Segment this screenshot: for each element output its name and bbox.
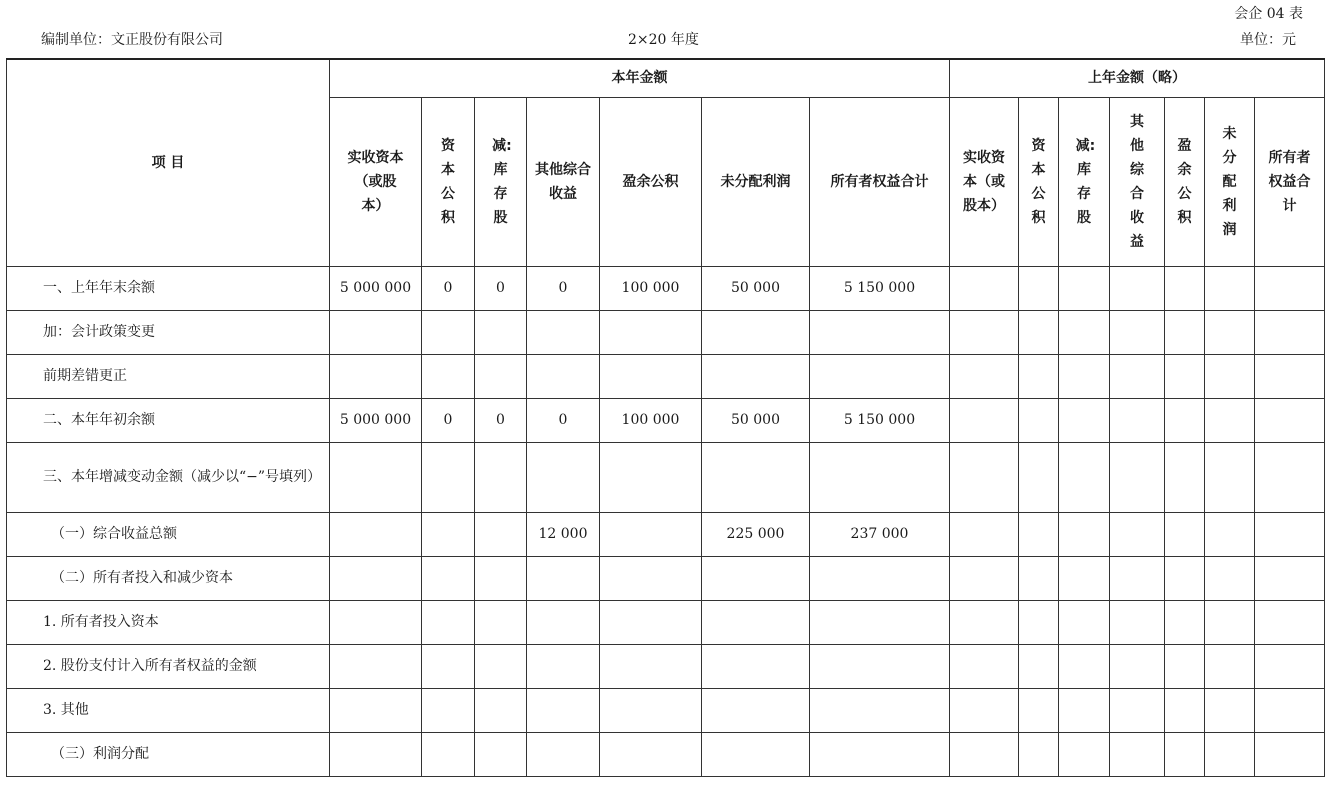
table-row (7, 732, 1325, 776)
current-value-cell (600, 556, 702, 600)
current-value-cell (475, 442, 527, 512)
current-value-cell (810, 442, 950, 512)
prior-value-cell (1059, 442, 1110, 512)
current-value-cell (475, 354, 527, 398)
current-value-cell (702, 556, 810, 600)
prior-value-cell (1019, 644, 1059, 688)
prior-value-cell (1255, 644, 1325, 688)
form-code: 会企 04 表 (1234, 6, 1303, 22)
row-label: 三、本年增减变动金额（减少以“−”号填列） (7, 442, 330, 512)
prior-value-cell (1205, 688, 1255, 732)
current-value-cell: 225 000 (702, 512, 810, 556)
statement-header (0, 0, 1329, 58)
current-value-cell: 50 000 (702, 398, 810, 442)
prior-value-cell (1019, 398, 1059, 442)
table-row (7, 512, 1325, 556)
prior-col-capital-reserve: 资本公积 (1019, 97, 1059, 266)
current-value-cell (527, 688, 600, 732)
prior-col-total-equity: 所有者权益合计 (1255, 97, 1325, 266)
current-value-cell (330, 354, 422, 398)
current-value-cell (527, 310, 600, 354)
prior-value-cell (950, 644, 1019, 688)
table-row (7, 556, 1325, 600)
current-value-cell (702, 732, 810, 776)
prior-value-cell (1059, 354, 1110, 398)
current-value-cell (810, 644, 950, 688)
current-value-cell: 5 000 000 (330, 398, 422, 442)
prior-value-cell (1059, 266, 1110, 310)
current-value-cell (475, 556, 527, 600)
currency-unit: 单位：元 (1240, 32, 1296, 48)
prior-col-paid-in-capital: 实收资本（或股本） (950, 97, 1019, 266)
prior-value-cell (1165, 556, 1205, 600)
col-treasury-stock: 减:库存股 (475, 97, 527, 266)
current-value-cell: 0 (475, 266, 527, 310)
prior-value-cell (950, 512, 1019, 556)
row-label: （一）综合收益总额 (7, 512, 330, 556)
current-value-cell (330, 512, 422, 556)
table-row (7, 310, 1325, 354)
prior-value-cell (950, 354, 1019, 398)
prior-value-cell (1255, 732, 1325, 776)
prior-value-cell (1255, 398, 1325, 442)
current-value-cell (702, 310, 810, 354)
prior-value-cell (1255, 600, 1325, 644)
current-value-cell: 50 000 (702, 266, 810, 310)
current-value-cell (810, 310, 950, 354)
current-value-cell (600, 688, 702, 732)
preparer: 编制单位：文正股份有限公司 (41, 32, 223, 48)
prior-value-cell (1110, 600, 1165, 644)
row-label: 二、本年年初余额 (7, 398, 330, 442)
current-value-cell (527, 354, 600, 398)
current-value-cell (810, 556, 950, 600)
prior-value-cell (1059, 688, 1110, 732)
current-value-cell (810, 354, 950, 398)
current-value-cell (330, 688, 422, 732)
current-value-cell (702, 600, 810, 644)
table-row (7, 688, 1325, 732)
current-value-cell (475, 644, 527, 688)
col-surplus-reserve: 盈余公积 (600, 97, 702, 266)
prior-value-cell (950, 442, 1019, 512)
current-value-cell (422, 600, 475, 644)
prior-value-cell (1019, 732, 1059, 776)
prior-value-cell (1205, 398, 1255, 442)
prior-value-cell (1059, 512, 1110, 556)
current-value-cell (702, 688, 810, 732)
prior-value-cell (1165, 600, 1205, 644)
current-value-cell (600, 442, 702, 512)
prior-value-cell (1019, 310, 1059, 354)
prior-value-cell (1110, 732, 1165, 776)
current-value-cell (475, 688, 527, 732)
row-label: 2. 股份支付计入所有者权益的金额 (7, 644, 330, 688)
table-row (7, 644, 1325, 688)
prior-value-cell (950, 310, 1019, 354)
prior-value-cell (950, 688, 1019, 732)
prior-value-cell (1255, 266, 1325, 310)
prior-value-cell (1110, 556, 1165, 600)
col-total-equity: 所有者权益合计 (810, 97, 950, 266)
prior-value-cell (1019, 600, 1059, 644)
row-label: （三）利润分配 (7, 732, 330, 776)
prior-value-cell (1110, 266, 1165, 310)
prior-value-cell (1019, 688, 1059, 732)
row-label: 前期差错更正 (7, 354, 330, 398)
table-row (7, 600, 1325, 644)
current-value-cell: 0 (527, 398, 600, 442)
prior-value-cell (1165, 310, 1205, 354)
current-value-cell: 0 (475, 398, 527, 442)
prior-col-treasury-stock: 减:库存股 (1059, 97, 1110, 266)
prior-value-cell (1165, 398, 1205, 442)
current-value-cell (422, 556, 475, 600)
current-value-cell (330, 600, 422, 644)
prior-value-cell (1205, 354, 1255, 398)
col-capital-reserve: 资本公积 (422, 97, 475, 266)
prior-value-cell (1255, 354, 1325, 398)
prior-col-surplus-reserve: 盈余公积 (1165, 97, 1205, 266)
prior-value-cell (1059, 556, 1110, 600)
current-value-cell (527, 644, 600, 688)
current-value-cell (527, 556, 600, 600)
current-value-cell (527, 732, 600, 776)
prior-value-cell (1019, 354, 1059, 398)
current-value-cell: 5 150 000 (810, 398, 950, 442)
current-year-header: 本年金额 (330, 59, 950, 97)
current-value-cell (600, 644, 702, 688)
prior-value-cell (1110, 310, 1165, 354)
prior-value-cell (950, 732, 1019, 776)
prior-value-cell (1255, 310, 1325, 354)
col-paid-in-capital: 实收资本（或股本） (330, 97, 422, 266)
table-row (7, 266, 1325, 310)
prior-value-cell (1110, 398, 1165, 442)
current-value-cell (330, 556, 422, 600)
current-value-cell: 100 000 (600, 398, 702, 442)
current-value-cell: 5 150 000 (810, 266, 950, 310)
current-value-cell (330, 644, 422, 688)
prior-value-cell (1205, 644, 1255, 688)
current-value-cell (527, 442, 600, 512)
prior-value-cell (1059, 310, 1110, 354)
current-value-cell (475, 310, 527, 354)
prior-value-cell (1165, 354, 1205, 398)
prior-value-cell (1165, 512, 1205, 556)
current-value-cell (475, 512, 527, 556)
prior-value-cell (1165, 732, 1205, 776)
prior-value-cell (1019, 512, 1059, 556)
prior-value-cell (1205, 266, 1255, 310)
prior-value-cell (1110, 442, 1165, 512)
current-value-cell (600, 600, 702, 644)
prior-value-cell (1019, 266, 1059, 310)
current-value-cell (702, 644, 810, 688)
prior-value-cell (1059, 644, 1110, 688)
prior-value-cell (1205, 556, 1255, 600)
current-value-cell (330, 732, 422, 776)
row-label: （二）所有者投入和减少资本 (7, 556, 330, 600)
prior-value-cell (1059, 600, 1110, 644)
current-value-cell: 0 (527, 266, 600, 310)
prior-value-cell (1255, 512, 1325, 556)
current-value-cell (330, 310, 422, 354)
col-oci: 其他综合收益 (527, 97, 600, 266)
prior-value-cell (1110, 354, 1165, 398)
prior-value-cell (950, 266, 1019, 310)
prior-value-cell (1165, 442, 1205, 512)
current-value-cell (475, 600, 527, 644)
prior-value-cell (1019, 442, 1059, 512)
prior-value-cell (1019, 556, 1059, 600)
item-header: 项 目 (7, 59, 330, 266)
col-retained-earnings: 未分配利润 (702, 97, 810, 266)
prior-value-cell (1059, 398, 1110, 442)
current-value-cell: 0 (422, 266, 475, 310)
prior-value-cell (1255, 442, 1325, 512)
current-value-cell: 100 000 (600, 266, 702, 310)
current-value-cell (810, 600, 950, 644)
table-row (7, 442, 1325, 512)
prior-col-retained-earnings: 未分配利润 (1205, 97, 1255, 266)
current-value-cell (422, 354, 475, 398)
current-value-cell (475, 732, 527, 776)
prior-value-cell (1165, 266, 1205, 310)
prior-value-cell (950, 600, 1019, 644)
table-row (7, 354, 1325, 398)
prior-col-oci: 其他综合收益 (1110, 97, 1165, 266)
prior-value-cell (950, 556, 1019, 600)
current-value-cell: 5 000 000 (330, 266, 422, 310)
prior-value-cell (1165, 688, 1205, 732)
prior-value-cell (1110, 512, 1165, 556)
current-value-cell: 237 000 (810, 512, 950, 556)
current-value-cell (600, 354, 702, 398)
current-value-cell (702, 442, 810, 512)
current-value-cell (330, 442, 422, 512)
row-label: 加：会计政策变更 (7, 310, 330, 354)
current-value-cell (600, 310, 702, 354)
prior-year-header: 上年金额（略） (950, 59, 1325, 97)
prior-value-cell (1059, 732, 1110, 776)
prior-value-cell (1255, 556, 1325, 600)
current-value-cell (422, 732, 475, 776)
current-value-cell (527, 600, 600, 644)
current-value-cell: 0 (422, 398, 475, 442)
current-value-cell (600, 732, 702, 776)
prior-value-cell (1255, 688, 1325, 732)
prior-value-cell (1205, 442, 1255, 512)
prior-value-cell (1110, 644, 1165, 688)
prior-value-cell (1165, 644, 1205, 688)
prior-value-cell (1205, 310, 1255, 354)
row-label: 3. 其他 (7, 688, 330, 732)
current-value-cell (422, 310, 475, 354)
current-value-cell (600, 512, 702, 556)
prior-value-cell (950, 398, 1019, 442)
equity-statement-table (6, 58, 1325, 777)
row-label: 1. 所有者投入资本 (7, 600, 330, 644)
row-label: 一、上年年末余额 (7, 266, 330, 310)
prior-value-cell (1205, 732, 1255, 776)
fiscal-year: 2×20 年度 (628, 32, 699, 48)
current-value-cell (810, 732, 950, 776)
prior-value-cell (1110, 688, 1165, 732)
current-value-cell: 12 000 (527, 512, 600, 556)
current-value-cell (422, 644, 475, 688)
current-value-cell (422, 688, 475, 732)
current-value-cell (702, 354, 810, 398)
group-header-row (7, 59, 1325, 97)
current-value-cell (810, 688, 950, 732)
table-row (7, 398, 1325, 442)
prior-value-cell (1205, 512, 1255, 556)
current-value-cell (422, 442, 475, 512)
prior-value-cell (1205, 600, 1255, 644)
current-value-cell (422, 512, 475, 556)
